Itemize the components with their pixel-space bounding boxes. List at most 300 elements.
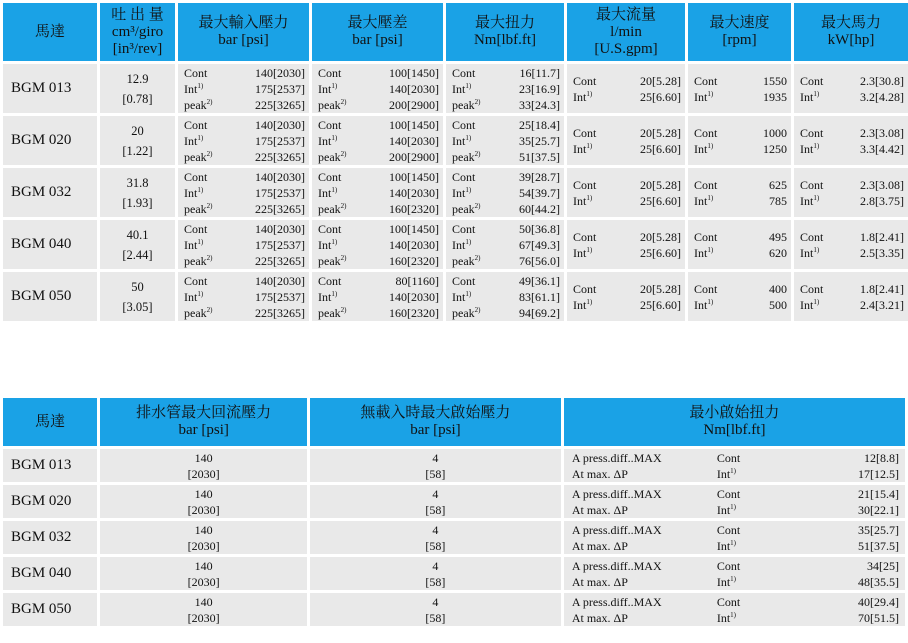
table-row [3,449,905,482]
footnote-mark: 1) [465,133,472,142]
input-pressure-cell-line [184,305,305,321]
model-cell: BGM 040 [3,557,97,590]
pressure-diff-cell-line [318,273,439,289]
torque-cell [446,168,564,217]
header-speed [688,3,791,61]
start-torque-line [564,450,905,466]
speed-cell-value: 1935 [763,89,787,104]
flow-cell-key [573,297,611,313]
speed-cell-value: 400 [769,281,787,296]
input-pressure-cell-key [184,305,222,321]
pressure-diff-cell-key-text: Cont [318,273,342,288]
displacement-cell [100,116,175,165]
speed-cell-key-text: Int [694,193,708,208]
torque-cell-key-text: Int [452,289,466,304]
flow-cell-key-text: Cont [573,281,597,296]
flow-cell-list [567,125,685,157]
input-pressure-cell-line [184,65,305,81]
torque-cell-key [452,81,490,97]
input-pressure-cell-key [184,185,222,201]
footnote-mark: 2) [340,149,347,158]
flow-cell-value: 25[6.60] [640,297,681,312]
footnote-mark: 1) [813,297,820,306]
start-torque-key [717,574,807,590]
start-torque-condition: At max. ΔP [571,574,628,589]
input-pressure-cell-key-text: peak [184,305,207,320]
flow-cell-list [567,229,685,261]
speed-cell-line [694,281,787,297]
table-row [3,64,908,113]
input-pressure-cell-list [178,169,309,217]
start-torque-key-text: Cont [716,450,741,465]
torque-cell-value: 39[28.7] [519,169,560,184]
start-torque-key-text: Int [716,466,731,481]
pressure-diff-cell-line [318,305,439,321]
flow-cell-key-text: Cont [573,125,597,140]
input-pressure-cell-value: 140[2030] [255,117,305,132]
power-cell-value: 2.3[3.08] [860,125,904,140]
drain-pressure-bar: 140 [194,594,213,609]
start-torque-key [717,502,807,518]
power-cell-key [800,141,838,157]
start-torque-line [564,574,905,590]
table-row [3,557,905,590]
flow-cell [567,220,685,269]
flow-cell-value: 25[6.60] [640,141,681,156]
drain-pressure-bar: 140 [194,486,213,501]
pressure-diff-cell-value: 160[2320] [389,253,439,268]
startup-header-row [3,398,905,446]
speed-cell-key-text: Cont [694,73,718,88]
torque-cell-line [452,305,560,321]
speed-cell-key [694,73,732,89]
speed-cell-value: 495 [769,229,787,244]
input-pressure-cell-key [184,273,222,289]
input-pressure-cell-value: 225[3265] [255,201,305,216]
input-pressure-cell-line [184,201,305,217]
drain-pressure-cell [100,449,307,482]
input-pressure-cell-key-text: Cont [184,169,208,184]
speed-cell-key [694,297,732,313]
footnote-mark: 1) [465,289,472,298]
start-torque-key [717,610,807,626]
footnote-mark: 1) [586,141,593,150]
footnote-mark: 1) [730,574,737,583]
pressure-diff-cell [312,220,443,269]
speed-cell-key-text: Int [694,297,708,312]
header-motor [3,3,97,61]
start-torque-cell [564,557,905,590]
power-cell-list [794,73,908,105]
pressure-diff-cell-key [318,133,356,149]
flow-cell-key-text: Cont [573,73,597,88]
torque-cell-key [452,253,490,269]
flow-cell-key [573,89,611,105]
header-speed-unit: [rpm] [722,32,757,48]
start-pressure-cell [310,485,561,518]
pressure-diff-cell-key-text: Cont [318,169,342,184]
input-pressure-cell-key [184,65,222,81]
torque-cell-key [452,237,490,253]
start-torque-cell [564,521,905,554]
torque-cell-key-text: Cont [452,65,476,80]
torque-cell-list [446,117,564,165]
pressure-diff-cell-value: 100[1450] [389,221,439,236]
torque-cell-value: 25[18.4] [519,117,560,132]
flow-cell-key-text: Int [573,245,587,260]
pressure-diff-cell-line [318,237,439,253]
model-cell: BGM 050 [3,272,97,321]
input-pressure-cell [178,116,309,165]
pressure-diff-cell-key-text: Int [318,237,332,252]
pressure-diff-cell-value: 80[1160] [395,273,439,288]
input-pressure-cell [178,220,309,269]
model-cell: BGM 040 [3,220,97,269]
input-pressure-cell-key-text: Int [184,289,198,304]
flow-cell-value: 20[5.28] [640,229,681,244]
input-pressure-cell-value: 225[3265] [255,149,305,164]
start-torque-condition: A press.diff..MAX [571,486,662,501]
speed-cell-list [688,281,791,313]
footnote-mark: 1) [331,133,338,142]
speed-cell-value: 500 [769,297,787,312]
speed-cell-line [694,125,787,141]
input-pressure-cell-value: 175[2537] [255,133,305,148]
pressure-diff-cell-line [318,149,439,165]
start-torque-key-text: Int [716,502,731,517]
torque-cell-line [452,149,560,165]
input-pressure-cell-line [184,237,305,253]
drain-pressure-psi: [2030] [187,610,220,625]
torque-cell-key-text: Int [452,81,466,96]
power-cell-key-text: Int [800,245,814,260]
footnote-mark: 2) [474,149,481,158]
start-torque-key-text: Cont [716,486,741,501]
start-torque-key [717,450,807,466]
start-torque-condition: At max. ΔP [571,466,628,481]
input-pressure-cell-line [184,149,305,165]
pressure-diff-cell-line [318,221,439,237]
drain-pressure-psi: [2030] [187,502,220,517]
start-torque-cell [564,485,905,518]
torque-cell-value: 54[39.7] [519,185,560,200]
header2-start-pressure-unit: bar [psi] [410,422,461,438]
input-pressure-cell-key [184,81,222,97]
power-cell-value: 1.8[2.41] [860,229,904,244]
pressure-diff-cell-value: 100[1450] [389,117,439,132]
power-cell-value: 2.4[3.21] [860,297,904,312]
start-torque-condition: At max. ΔP [571,610,628,625]
torque-cell-line [452,273,560,289]
drain-pressure-bar: 140 [194,450,213,465]
pressure-diff-cell-key-text: peak [318,149,341,164]
power-cell-key [800,125,838,141]
torque-cell-line [452,97,560,113]
drain-pressure-cell [100,521,307,554]
pressure-diff-cell-list [312,117,443,165]
speed-cell [688,116,791,165]
start-torque-condition: A press.diff..MAX [571,522,662,537]
pressure-diff-cell-key [318,289,356,305]
speed-cell-key-text: Int [694,89,708,104]
flow-cell-value: 20[5.28] [640,125,681,140]
footnote-mark: 2) [474,253,481,262]
drain-pressure-psi: [2030] [187,574,220,589]
header-power [794,3,908,61]
start-torque-value: 70[51.5] [858,610,899,625]
input-pressure-cell-line [184,81,305,97]
pressure-diff-cell-line [318,81,439,97]
header-torque-unit: Nm[lbf.ft] [473,32,537,48]
pressure-diff-cell-key [318,273,356,289]
header-motor-label: 馬達 [34,23,65,40]
torque-cell-key [452,305,490,321]
pressure-diff-cell-line [318,201,439,217]
torque-cell-value: 94[69.2] [519,305,560,320]
torque-cell-value: 50[36.8] [519,221,560,236]
power-cell-key-text: Cont [800,229,824,244]
displacement-value: 50 [131,279,144,294]
power-cell [794,64,908,113]
input-pressure-cell-line [184,185,305,201]
pressure-diff-cell-list [312,221,443,269]
input-pressure-cell-key-text: peak [184,149,207,164]
pressure-diff-cell-key-text: Cont [318,65,342,80]
pressure-diff-cell-key [318,149,356,165]
start-pressure-psi: [58] [425,538,446,553]
start-torque-key-text: Cont [716,594,741,609]
power-cell-line [800,245,904,261]
header-displacement-label: 吐 出 量 [111,6,164,23]
footnote-mark: 1) [586,89,593,98]
flow-cell [567,116,685,165]
torque-cell [446,220,564,269]
torque-cell-key-text: Cont [452,169,476,184]
speed-cell [688,64,791,113]
input-pressure-cell-key-text: peak [184,97,207,112]
start-torque-value: 12[8.8] [864,450,899,465]
flow-cell [567,168,685,217]
pressure-diff-cell-value: 140[2030] [389,133,439,148]
torque-cell-key [452,133,490,149]
input-pressure-cell-key-text: Int [184,185,198,200]
header-displacement [100,3,175,61]
pressure-diff-cell-key [318,65,356,81]
power-cell-key-text: Cont [800,125,824,140]
start-torque-cell [564,449,905,482]
pressure-diff-cell-value: 100[1450] [389,65,439,80]
start-torque-line [564,610,905,626]
input-pressure-cell-key [184,237,222,253]
footnote-mark: 1) [586,245,593,254]
footnote-mark: 2) [206,201,213,210]
power-cell-value: 3.3[4.42] [860,141,904,156]
input-pressure-cell-key [184,221,222,237]
header-flow-label: 最大流量 [595,6,656,23]
input-pressure-cell-key [184,117,222,133]
torque-cell-key-text: peak [452,201,475,216]
footnote-mark: 2) [206,97,213,106]
pressure-diff-cell [312,272,443,321]
flow-cell-line [573,229,681,245]
power-cell-value: 2.3[3.08] [860,177,904,192]
torque-cell [446,116,564,165]
flow-cell-line [573,141,681,157]
torque-cell-line [452,117,560,133]
torque-cell-value: 67[49.3] [519,237,560,252]
speed-cell-line [694,229,787,245]
header-pressure-diff [312,3,443,61]
flow-cell-line [573,297,681,313]
input-pressure-cell-key-text: Cont [184,117,208,132]
footnote-mark: 2) [206,305,213,314]
flow-cell-line [573,73,681,89]
speed-cell-key [694,177,732,193]
speed-cell-list [688,73,791,105]
model-cell: BGM 020 [3,116,97,165]
drain-pressure-cell [100,557,307,590]
torque-cell-list [446,273,564,321]
start-pressure-cell [310,557,561,590]
torque-cell-key [452,273,490,289]
pressure-diff-cell-line [318,133,439,149]
input-pressure-cell-key-text: Cont [184,221,208,236]
power-cell-key-text: Int [800,297,814,312]
input-pressure-cell-line [184,97,305,113]
start-torque-key [717,594,807,610]
footnote-mark: 1) [730,502,737,511]
power-cell-key [800,177,838,193]
header-power-unit: kW[hp] [827,32,875,48]
torque-cell-line [452,65,560,81]
power-cell-key [800,245,838,261]
input-pressure-cell-key-text: Cont [184,65,208,80]
pressure-diff-cell-list [312,65,443,113]
table-row [3,116,908,165]
footnote-mark: 1) [586,297,593,306]
torque-cell-line [452,133,560,149]
speed-cell-value: 1550 [763,73,787,88]
pressure-diff-cell-value: 200[2900] [389,149,439,164]
pressure-diff-cell-key [318,221,356,237]
header-pressure-diff-label: 最大壓差 [347,15,408,31]
flow-cell-value: 25[6.60] [640,89,681,104]
power-cell-list [794,229,908,261]
speed-cell-key-text: Int [694,245,708,260]
power-cell-line [800,89,904,105]
header2-start-torque-unit: Nm[lbf.ft] [703,422,766,438]
pressure-diff-cell-value: 160[2320] [389,305,439,320]
start-torque-condition: A press.diff..MAX [571,594,662,609]
input-pressure-cell-key [184,169,222,185]
flow-cell-line [573,281,681,297]
displacement-cell [100,64,175,113]
pressure-diff-cell-key [318,169,356,185]
torque-cell [446,64,564,113]
flow-cell-key [573,193,611,209]
torque-cell-list [446,169,564,217]
start-torque-key-text: Cont [716,522,741,537]
input-pressure-cell-value: 140[2030] [255,221,305,236]
displacement-value: 20 [131,123,144,138]
torque-cell-key [452,117,490,133]
torque-cell-list [446,221,564,269]
torque-cell-line [452,221,560,237]
start-torque-value: 34[25] [867,558,899,573]
pressure-diff-cell-line [318,97,439,113]
input-pressure-cell-key-text: Int [184,237,198,252]
start-pressure-cell [310,521,561,554]
torque-cell-key-text: Cont [452,273,476,288]
start-torque-line [564,538,905,554]
power-cell-key [800,297,838,313]
footnote-mark: 1) [197,237,204,246]
pressure-diff-cell-line [318,253,439,269]
header-torque-label: 最大扭力 [474,15,535,31]
footnote-mark: 1) [465,81,472,90]
input-pressure-cell-key [184,201,222,217]
speed-cell-line [694,141,787,157]
torque-cell-key [452,169,490,185]
motor-startup-table [0,395,908,629]
drain-pressure-psi: [2030] [187,538,220,553]
input-pressure-cell-value: 175[2537] [255,237,305,252]
speed-cell-value: 625 [769,177,787,192]
start-torque-value: 48[35.5] [858,574,899,589]
torque-cell-line [452,253,560,269]
pressure-diff-cell-list [312,273,443,321]
input-pressure-cell-line [184,221,305,237]
flow-cell-key [573,177,611,193]
displacement-cell [100,168,175,217]
start-torque-condition: A press.diff..MAX [571,558,662,573]
input-pressure-cell-key-text: Int [184,133,198,148]
footnote-mark: 1) [813,193,820,202]
footnote-mark: 1) [465,185,472,194]
power-cell-line [800,193,904,209]
power-cell-value: 2.8[3.75] [860,193,904,208]
footnote-mark: 1) [707,89,714,98]
pressure-diff-cell-key [318,81,356,97]
footnote-mark: 2) [340,253,347,262]
start-torque-key-text: Cont [716,558,741,573]
header-input-pressure-unit: bar [psi] [218,32,269,48]
input-pressure-cell-line [184,273,305,289]
pressure-diff-cell-list [312,169,443,217]
torque-cell-line [452,81,560,97]
footnote-mark: 2) [206,253,213,262]
input-pressure-cell [178,64,309,113]
header-pressure-diff-unit: bar [psi] [352,32,403,48]
input-pressure-cell-line [184,133,305,149]
speed-cell-list [688,229,791,261]
torque-cell-key-text: Int [452,185,466,200]
start-pressure-bar: 4 [432,522,439,537]
speed-cell-line [694,193,787,209]
pressure-diff-cell-value: 160[2320] [389,201,439,216]
table-row [3,168,908,217]
footnote-mark: 1) [813,245,820,254]
power-cell [794,116,908,165]
speed-cell-key-text: Cont [694,125,718,140]
power-cell-key [800,73,838,89]
power-cell [794,272,908,321]
torque-cell-key [452,289,490,305]
header-displacement-unit: cm³/giro [111,23,164,40]
header2-start-pressure [310,398,561,446]
table-row [3,521,905,554]
power-cell-list [794,177,908,209]
